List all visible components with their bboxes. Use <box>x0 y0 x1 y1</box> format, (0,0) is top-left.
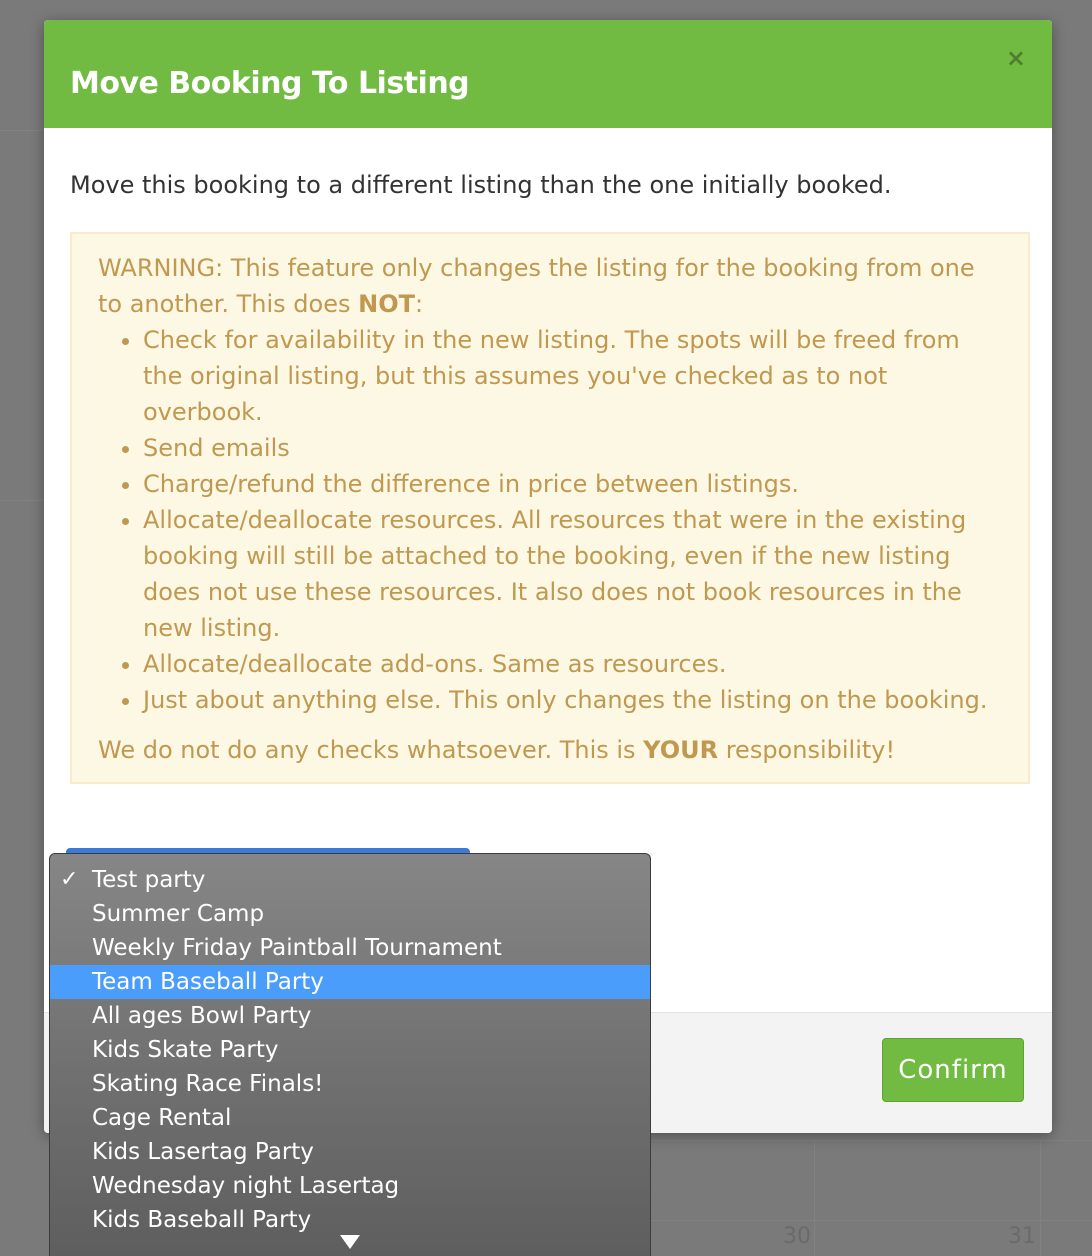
calendar-day-number: 31 <box>1008 1224 1036 1249</box>
dropdown-option-label: Weekly Friday Paintball Tournament <box>92 935 502 961</box>
dropdown-option-label: All ages Bowl Party <box>92 1003 312 1029</box>
dropdown-option-label: Kids Lasertag Party <box>92 1139 314 1165</box>
dropdown-option-label: Summer Camp <box>92 901 265 927</box>
warning-emphasis-your: YOUR <box>643 736 719 764</box>
confirm-button[interactable]: Confirm <box>882 1038 1024 1102</box>
dropdown-option-label: Kids Skate Party <box>92 1037 279 1063</box>
warning-lead: WARNING: This feature only changes the listing for the booking from one to another. This does NOT: <box>98 254 975 318</box>
dropdown-option[interactable] <box>50 1135 650 1169</box>
warning-footer: We do not do any checks whatsoever. This is YOUR responsibility! <box>98 736 896 764</box>
dropdown-option[interactable] <box>50 965 650 999</box>
warning-list-item: • Check for availability in the new listing. The spots will be freed from the original listing, but this assumes you've checked as to not overbook. <box>143 322 1004 430</box>
modal-title: Move Booking To Listing <box>70 66 470 101</box>
dropdown-option[interactable] <box>50 1033 650 1067</box>
dropdown-option-label: Kids Baseball Party <box>92 1207 312 1233</box>
dropdown-option[interactable] <box>50 1169 650 1203</box>
dropdown-option-label: Skating Race Finals! <box>92 1071 324 1097</box>
dropdown-option[interactable] <box>50 931 650 965</box>
dropdown-option-label: Cage Rental <box>92 1105 232 1131</box>
warning-emphasis-not: NOT <box>358 290 415 318</box>
dropdown-option-label: Test party <box>92 867 206 893</box>
background-divider <box>650 1220 1092 1221</box>
listing-options <box>50 854 650 1237</box>
modal-body <box>70 128 1024 784</box>
checkmark-icon: ✓ <box>60 867 79 892</box>
close-icon[interactable]: × <box>1005 44 1026 72</box>
calendar-day-number: 30 <box>783 1224 811 1249</box>
dropdown-option[interactable] <box>50 897 650 931</box>
warning-list-item: • Allocate/deallocate add-ons. Same as resources. <box>143 646 1004 682</box>
dropdown-option[interactable] <box>50 999 650 1033</box>
background-divider <box>814 1140 815 1256</box>
warning-list-item: • Charge/refund the difference in price between listings. <box>143 466 1004 502</box>
dropdown-option[interactable] <box>50 863 650 897</box>
background-divider <box>1040 1140 1041 1256</box>
dropdown-option[interactable] <box>50 1203 650 1237</box>
warning-list-item: • Send emails <box>143 430 1004 466</box>
intro-text: Move this booking to a different listing than the one initially booked. <box>70 171 892 199</box>
modal-header <box>44 20 1052 128</box>
dropdown-option-label: Wednesday night Lasertag <box>92 1173 400 1199</box>
listing-dropdown-menu[interactable] <box>49 853 651 1256</box>
warning-list <box>98 322 1004 718</box>
dropdown-option[interactable] <box>50 1067 650 1101</box>
dropdown-option-label: Team Baseball Party <box>92 969 324 995</box>
background-divider <box>650 1140 1092 1141</box>
background-divider <box>0 500 44 501</box>
scroll-down-arrow-icon[interactable] <box>340 1235 360 1249</box>
warning-list-item: • Allocate/deallocate resources. All resources that were in the existing booking will still be attached to the booking, even if the new listing does not use these resources. It also does not book resources in the new listing. <box>143 502 1004 646</box>
warning-list-item: • Just about anything else. This only changes the listing on the booking. <box>143 682 1004 718</box>
dropdown-option[interactable] <box>50 1101 650 1135</box>
warning-alert <box>70 232 1030 784</box>
background-divider <box>0 130 44 131</box>
